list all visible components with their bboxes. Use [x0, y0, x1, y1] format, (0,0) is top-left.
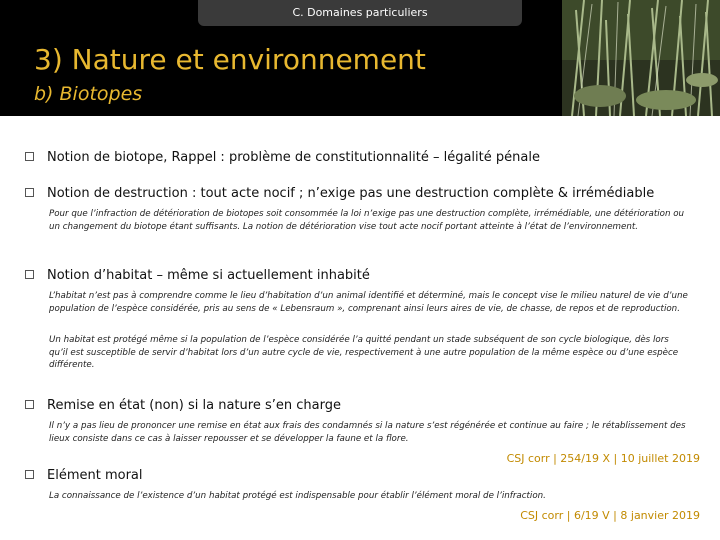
bullet-note: Il n’y a pas lieu de prononcer une remise en état aux frais des condamnés si la nature s’est régénérée et continue au faire ; le rétablissement des lieux consiste dans ce cas à laisser repousser et se développer la faune et la flore. [49, 421, 686, 444]
bullet-text: Notion de destruction : tout acte nocif ; n’exige pas une destruction complète & irrémédiable [47, 186, 655, 201]
bullet-note-2: Un habitat est protégé même si la population de l’espèce considérée l’a quitté pendant un stade subséquent de son cycle biologique, dès lors qu’il est susceptible de servir d’habitat lors d’un autre cycle de vie, respectivement à une autre population de la même espèce ou d’une espèce différente. [49, 335, 679, 371]
bullet-item [25, 398, 715, 414]
court-citation: CSJ corr | 6/19 V | 8 janvier 2019 [520, 509, 700, 522]
slide-title: 3) Nature et environnement [34, 43, 426, 76]
biotope-photo [562, 0, 720, 116]
checkbox-bullet-icon [25, 152, 34, 161]
bullet-note: Pour que l’infraction de détérioration de biotopes soit consommée la loi n’exige pas une destruction complète, irrémédiable, une détérioration ou un changement du biotope étant suffisants. La notion de détérioration vise tout acte nocif portant atteinte à l’état de l’environnement. [49, 209, 685, 232]
bullet-item [25, 150, 715, 166]
checkbox-bullet-icon [25, 188, 34, 197]
bullet-text: Notion de biotope, Rappel : problème de constitutionnalité – légalité pénale [47, 150, 540, 165]
checkbox-bullet-icon [25, 270, 34, 279]
bullet-item [25, 268, 715, 284]
bullet-item [25, 468, 715, 484]
bullet-note: L’habitat n’est pas à comprendre comme le lieu d’habitation d’un animal identifié et déterminé, mais le concept vise le milieu naturel de vie d’une population de l’espèce considérée, pris au sens de « Lebensraum », comprenant ainsi leurs aires de vie, de chasse, de repos et de reproduction. [49, 291, 688, 314]
court-citation: CSJ corr | 254/19 X | 10 juillet 2019 [506, 452, 700, 465]
slide-header [0, 0, 720, 116]
bullet-text: Remise en état (non) si la nature s’en charge [47, 398, 341, 413]
bullet-item [25, 186, 715, 202]
bullet-text: Elément moral [47, 468, 143, 483]
slide-subtitle: b) Biotopes [34, 83, 143, 105]
checkbox-bullet-icon [25, 470, 34, 479]
bullet-text: Notion d’habitat – même si actuellement inhabité [47, 268, 370, 283]
bullet-note: La connaissance de l’existence d’un habitat protégé est indispensable pour établir l’élément moral de l’infraction. [49, 491, 546, 501]
checkbox-bullet-icon [25, 400, 34, 409]
section-label: C. Domaines particuliers [198, 0, 522, 26]
